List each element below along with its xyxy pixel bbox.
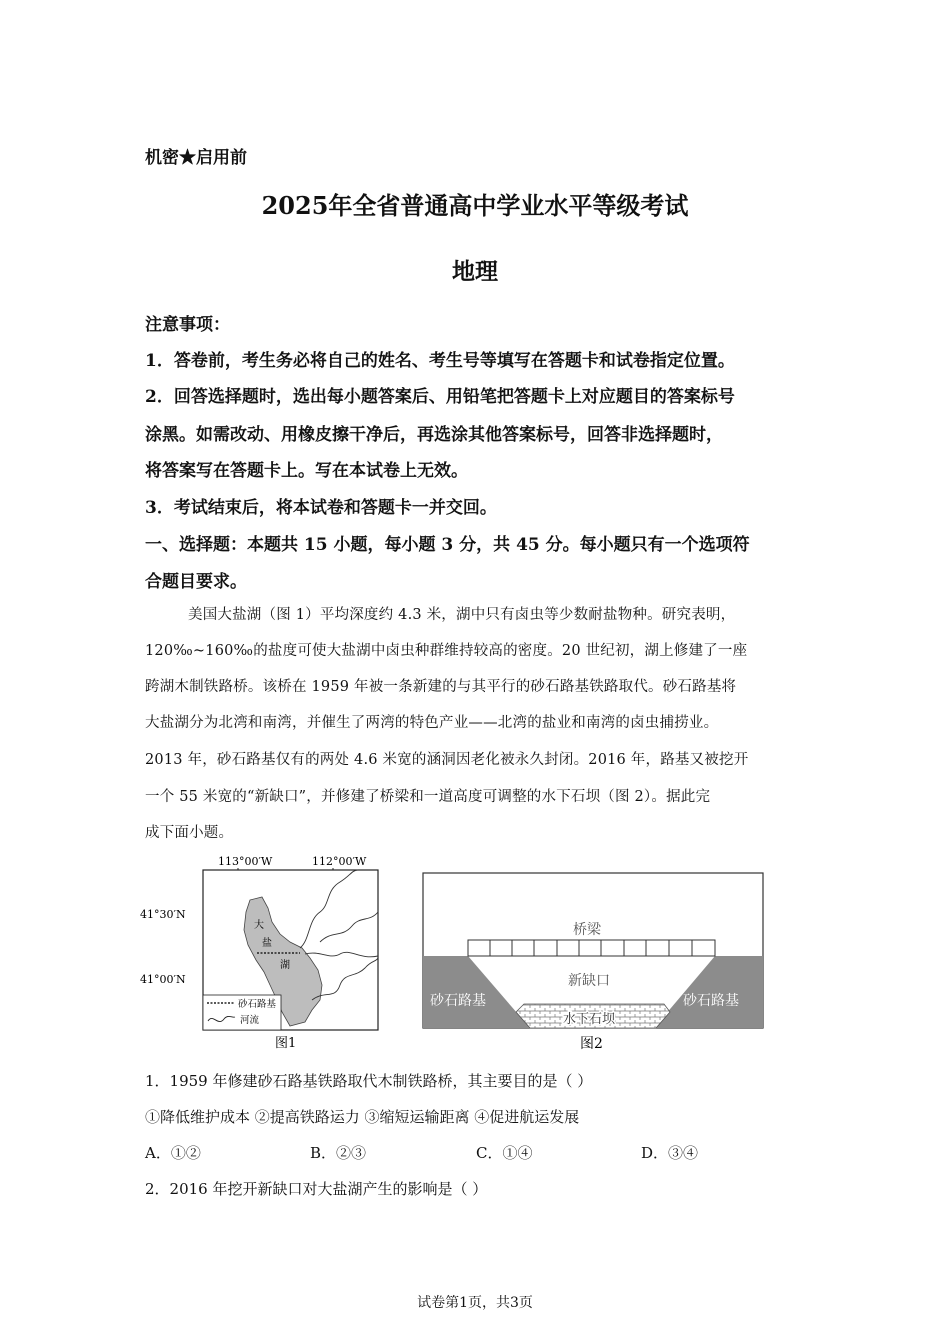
notice-line: 2．回答选择题时，选出每小题答案后、用铅笔把答题卡上对应题目的答案标号	[145, 387, 735, 407]
legend-causeway-label: 砂石路基	[238, 999, 277, 1010]
notice-heading: 注意事项：	[145, 315, 230, 335]
page-footer: 试卷第1页，共3页	[417, 1295, 533, 1311]
lake-label: 湖	[280, 960, 290, 971]
latitude-label: 41°30′N	[140, 908, 186, 921]
subject-title: 地理	[452, 258, 498, 285]
gap-label: 新缺口	[568, 973, 610, 989]
passage-line: 一个 55 米宽的“新缺口”，并修建了桥梁和一道高度可调整的水下石坝（图 2）。据此完	[145, 789, 711, 805]
passage-line: 2013 年，砂石路基仅有的两处 4.6 米宽的涵洞因老化被永久封闭。2016 年，路基又被挖开	[145, 752, 749, 768]
question-1-statements: ①降低维护成本 ②提高铁路运力 ③缩短运输距离 ④促进航运发展	[145, 1108, 580, 1126]
figure1-caption: 图1	[275, 1036, 297, 1051]
option-d: D．③④	[641, 1144, 699, 1162]
notice-line: 1．答卷前，考生务必将自己的姓名、考生号等填写在答题卡和试卷指定位置。	[145, 351, 735, 371]
notice-line: 将答案写在答题卡上。写在本试卷上无效。	[145, 461, 468, 481]
option-a: A．①②	[145, 1144, 201, 1162]
figure2-caption: 图2	[580, 1036, 603, 1052]
right-embankment-label: 砂石路基	[683, 993, 739, 1009]
passage-line: 美国大盐湖（图 1）平均深度约 4.3 米，湖中只有卤虫等少数耐盐物种。研究表明，	[188, 607, 736, 623]
question-1-stem: 1．1959 年修建砂石路基铁路取代木制铁路桥，其主要目的是（ ）	[145, 1072, 593, 1090]
passage-line: 成下面小题。	[145, 825, 234, 841]
confidential-label: 机密★启用前	[145, 148, 247, 168]
option-c: C．①④	[476, 1144, 533, 1162]
passage-line: 跨湖木制铁路桥。该桥在 1959 年被一条新建的与其平行的砂石路基铁路取代。砂石路基将	[145, 679, 737, 695]
exam-title: 2025年全省普通高中学业水平等级考试	[261, 191, 689, 220]
lake-label: 大	[254, 920, 264, 931]
question-2-stem: 2．2016 年挖开新缺口对大盐湖产生的影响是（ ）	[145, 1180, 488, 1198]
passage-line: 大盐湖分为北湾和南湾，并催生了两湾的特色产业——北湾的盐业和南湾的卤虫捕捞业。	[145, 715, 719, 731]
left-embankment-label: 砂石路基	[430, 993, 486, 1009]
legend-river-label: 河流	[240, 1015, 260, 1026]
option-b: B．②③	[310, 1144, 367, 1162]
section-heading: 一、选择题：本题共 15 小题，每小题 3 分，共 45 分。每小题只有一个选项符	[145, 535, 750, 555]
bridge-deck	[468, 940, 715, 956]
longitude-label: 113°00′W	[218, 855, 273, 868]
passage-line: 120‰~160‰的盐度可使大盐湖中卤虫种群维持较高的密度。20 世纪初，湖上修建了一座	[145, 643, 748, 659]
figure2-cross-section	[420, 870, 766, 1055]
notice-line: 3．考试结束后，将本试卷和答题卡一并交回。	[145, 498, 497, 518]
latitude-label: 41°00′N	[140, 973, 186, 986]
figure1-map	[140, 850, 390, 1055]
section-heading-cont: 合题目要求。	[145, 572, 247, 592]
dam-label: 水下石坝	[563, 1012, 616, 1027]
longitude-label: 112°00′W	[312, 855, 367, 868]
bridge-label: 桥梁	[573, 922, 601, 938]
lake-label: 盐	[262, 938, 272, 949]
notice-line: 涂黑。如需改动、用橡皮擦干净后，再选涂其他答案标号，回答非选择题时，	[145, 425, 723, 445]
